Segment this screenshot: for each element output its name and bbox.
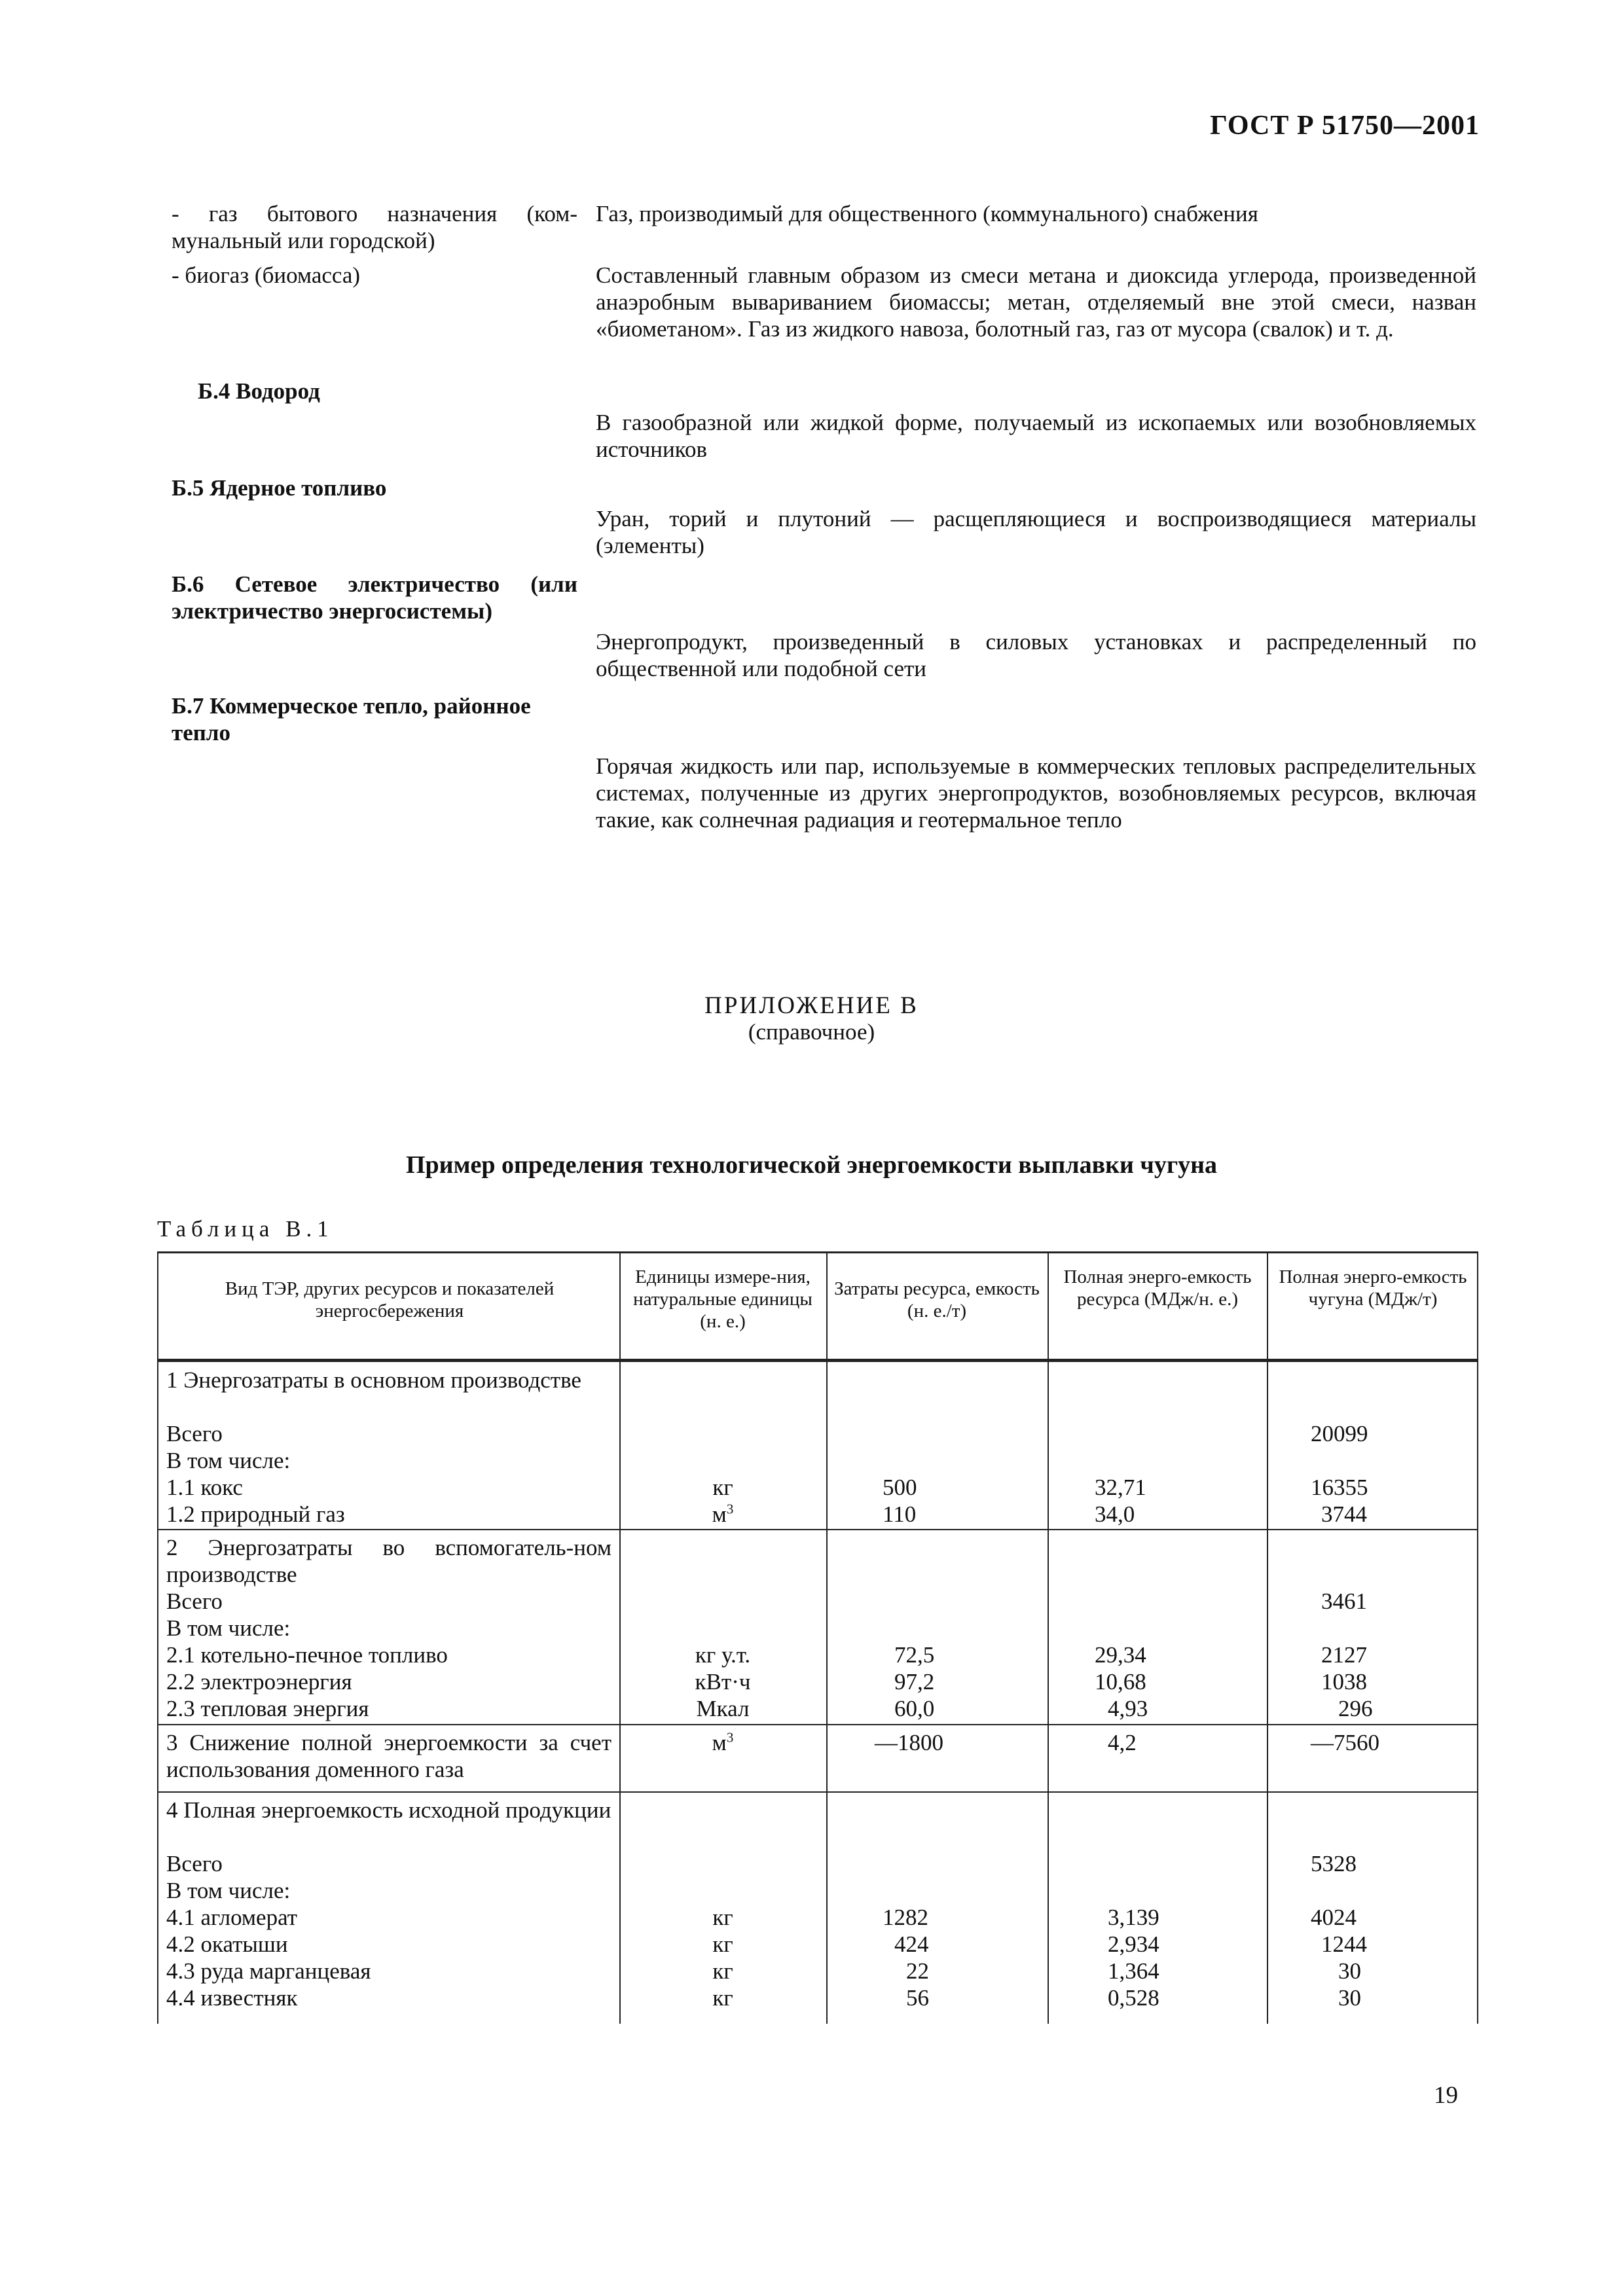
column-header: Единицы измере-ния, натуральные единицы (н. е.) xyxy=(633,1266,812,1332)
definition-text: В газообразной или жидкой форме, получаемый из ископаемых или возобновляемых источников xyxy=(596,410,1476,462)
term-text: - газ бытового назначения (ком-мунальный или городской) xyxy=(172,201,577,253)
column-divider xyxy=(826,1251,828,2024)
sub-label: В том числе: xyxy=(166,1878,291,1903)
column-divider xyxy=(619,1251,621,2024)
row-total: 296 xyxy=(1338,1696,1373,1721)
row-energy: 0,528 xyxy=(1108,1985,1159,2011)
row-cost: 22 xyxy=(906,1958,929,1984)
row-energy: 4,2 xyxy=(1108,1730,1137,1755)
row-energy: 10,68 xyxy=(1095,1669,1146,1695)
row-name: 1.2 природный газ xyxy=(166,1501,345,1527)
row-name: 4.3 руда марганцевая xyxy=(166,1958,371,1984)
section-divider xyxy=(157,1529,1478,1530)
row-total: 2127 xyxy=(1321,1642,1367,1668)
row-total: 1244 xyxy=(1321,1931,1367,1957)
row-cost: 110 xyxy=(883,1501,917,1527)
appendix-subtitle: (справочное) xyxy=(748,1019,875,1045)
example-heading: Пример определения технологической энергоемкости выплавки чугуна xyxy=(405,1151,1218,1179)
row-total: 16355 xyxy=(1311,1475,1368,1500)
row-unit: кг xyxy=(712,1958,733,1984)
row-unit: кг xyxy=(712,1905,733,1930)
energy-table xyxy=(157,1251,1478,2024)
section-title: 3 Снижение полной энергоемкости за счет использования доменного газа xyxy=(166,1730,611,1782)
total-value: 5328 xyxy=(1311,1851,1357,1876)
row-cost: 72,5 xyxy=(894,1642,935,1668)
row-cost: 500 xyxy=(883,1475,917,1500)
column-divider xyxy=(1048,1251,1049,2024)
row-energy: 34,0 xyxy=(1095,1501,1135,1527)
row-name: 2.3 тепловая энергия xyxy=(166,1696,369,1721)
row-cost: 97,2 xyxy=(894,1669,935,1695)
definition-text: Энергопродукт, произведенный в силовых установках и распределенный по общественной или подобной сети xyxy=(596,629,1476,681)
total-value: 20099 xyxy=(1311,1421,1368,1446)
section-title: 1 Энергозатраты в основном производстве xyxy=(166,1367,581,1393)
row-cost: 56 xyxy=(906,1985,929,2011)
header-divider xyxy=(157,1359,1478,1362)
definition-text: Уран, торий и плутоний — расщепляющиеся и воспроизводящиеся материалы (элементы) xyxy=(596,506,1476,558)
row-energy: 2,934 xyxy=(1108,1931,1159,1957)
term-text: Б.6 Сетевое электричество (или электричество энергосистемы) xyxy=(172,571,577,624)
row-unit: кг xyxy=(712,1475,733,1500)
row-total: 1038 xyxy=(1321,1669,1367,1695)
total-value: 3461 xyxy=(1321,1588,1367,1614)
column-header: Вид ТЭР, других ресурсов и показателей энергосбережения xyxy=(225,1278,555,1321)
definition-text: Составленный главным образом из смеси метана и диоксида углерода, произведенной анаэробным вывариванием биомассы; метан, отделяемый вне этой смеси, назван «биометаном». Газ из жидкого навоза, болотный газ, газ от мусора (свалок) и т. д. xyxy=(596,262,1476,342)
row-unit: $м^3$ xyxy=(712,1729,734,1755)
total-label: Всего xyxy=(166,1851,223,1876)
row-total: 4024 xyxy=(1311,1905,1357,1930)
definition-text: Горячая жидкость или пар, используемые в коммерческих тепловых распределительных системах, полученные из других энергопродуктов, возобновляемых ресурсов, включая такие, как солнечная радиация и геотермальное тепло xyxy=(596,753,1476,833)
row-energy: 32,71 xyxy=(1095,1475,1146,1500)
row-total: —7560 xyxy=(1311,1730,1379,1755)
column-divider xyxy=(1267,1251,1268,2024)
column-header: Затраты ресурса, емкость (н. е./т) xyxy=(834,1278,1040,1321)
row-energy: 1,364 xyxy=(1108,1958,1159,1984)
row-name: 1.1 кокс xyxy=(166,1475,243,1500)
column-header: Полная энерго-емкость чугуна (МДж/т) xyxy=(1279,1266,1467,1310)
page-number: 19 xyxy=(1434,2082,1458,2109)
standard-header: ГОСТ Р 51750—2001 xyxy=(1210,111,1480,141)
row-name: 4.4 известняк xyxy=(166,1985,298,2011)
row-unit: кг у.т. xyxy=(695,1642,751,1668)
row-energy: 3,139 xyxy=(1108,1905,1159,1930)
section-title: 2 Энергозатраты во вспомогатель-ном производстве xyxy=(166,1535,611,1587)
appendix-title: ПРИЛОЖЕНИЕ В xyxy=(704,992,919,1019)
row-name: 4.1 агломерат xyxy=(166,1905,298,1930)
row-cost: 1282 xyxy=(883,1905,928,1930)
row-energy: 29,34 xyxy=(1095,1642,1146,1668)
row-cost: 60,0 xyxy=(894,1696,935,1721)
row-unit: кг xyxy=(712,1985,733,2011)
row-unit: кВт·ч xyxy=(695,1669,751,1695)
sub-label: В том числе: xyxy=(166,1448,291,1473)
row-name: 2.1 котельно-печное топливо xyxy=(166,1642,448,1668)
sub-label: В том числе: xyxy=(166,1615,291,1641)
row-name: 4.2 окатыши xyxy=(166,1931,288,1957)
row-total: 30 xyxy=(1338,1958,1361,1984)
term-text: Б.5 Ядерное топливо xyxy=(172,475,387,501)
column-header: Полная энерго-емкость ресурса (МДж/н. е.) xyxy=(1063,1266,1252,1310)
definition-text: Газ, производимый для общественного (коммунального) снабжения xyxy=(596,201,1258,226)
row-cost: 424 xyxy=(894,1931,929,1957)
row-total: 3744 xyxy=(1321,1501,1367,1527)
row-unit: Мкал xyxy=(696,1696,750,1721)
section-divider xyxy=(157,1791,1478,1793)
row-cost: —1800 xyxy=(875,1730,943,1755)
row-energy: 4,93 xyxy=(1108,1696,1148,1721)
section-divider xyxy=(157,1724,1478,1725)
row-unit: $м^3$ xyxy=(712,1501,734,1527)
total-label: Всего xyxy=(166,1421,223,1446)
term-text: Б.7 Коммерческое тепло, районное тепло xyxy=(172,693,531,745)
total-label: Всего xyxy=(166,1588,223,1614)
row-unit: кг xyxy=(712,1931,733,1957)
row-total: 30 xyxy=(1338,1985,1361,2011)
term-text: Б.4 Водород xyxy=(198,378,320,404)
row-name: 2.2 электроэнергия xyxy=(166,1669,352,1695)
section-title: 4 Полная энергоемкость исходной продукции xyxy=(166,1797,611,1823)
table-caption: Таблица В.1 xyxy=(157,1216,334,1242)
term-text: - биогаз (биомасса) xyxy=(172,262,361,288)
